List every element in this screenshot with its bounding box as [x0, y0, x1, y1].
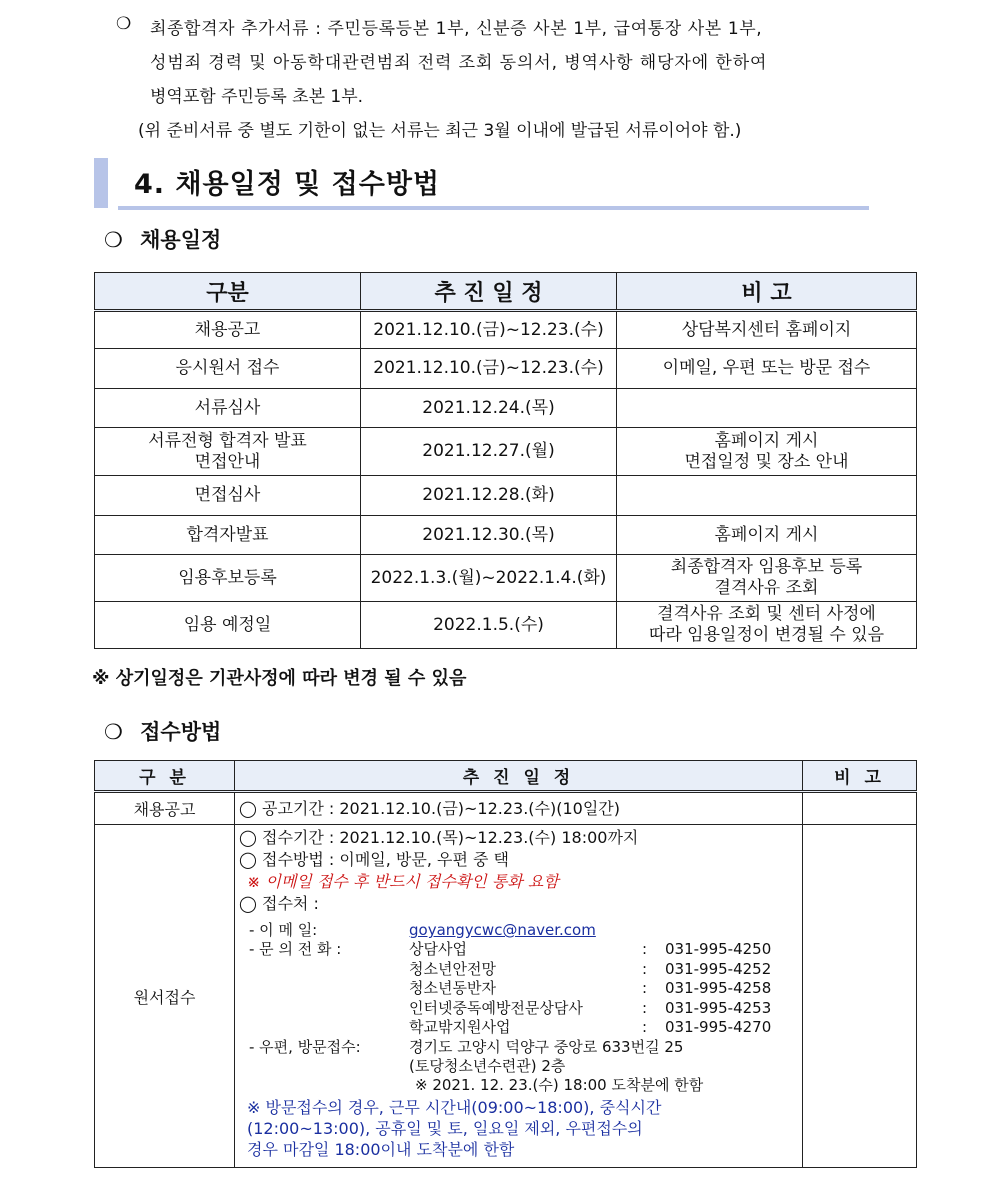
address-line-1: 경기도 고양시 덕양구 중앙로 633번길 25 [409, 1038, 684, 1056]
phone-name: 인터넷중독예방전문상담사 [409, 998, 583, 1017]
phone-colon: : [642, 959, 648, 978]
cell-remarks [617, 602, 917, 649]
cell-category-line: 임용 예정일 [183, 614, 272, 635]
intro-line-3: 병역포함 주민등록 초본 1부. [150, 87, 364, 107]
cell-category-line: 면접심사 [194, 485, 261, 505]
row-content [235, 825, 803, 1168]
cell-category-line: 면접안내 [194, 451, 261, 472]
header-category: 구분 [95, 273, 361, 311]
cell-category [95, 476, 361, 516]
address-line-2: (토당청소년수련관) 2층 [409, 1057, 566, 1075]
phone-number: 031-995-4270 [665, 1018, 772, 1036]
row-remarks [803, 792, 917, 825]
cell-date-line: 2021.12.28.(화) [422, 485, 555, 505]
cell-date [361, 389, 617, 428]
cell-date-line: 2022.1.3.(월)~2022.1.4.(화) [370, 567, 607, 588]
cell-date-line: 2022.1.5.(수) [433, 614, 544, 635]
row-content [235, 792, 803, 825]
header-schedule: 추 진 일 정 [235, 761, 803, 792]
cell-date-line: 2021.12.10.(금)~12.23.(수) [373, 358, 604, 378]
apply-period: ◯ 접수기간 : 2021.12.10.(목)~12.23.(수) 18:00까지 [239, 828, 639, 847]
phone-number: 031-995-4250 [665, 940, 772, 958]
method-heading [104, 716, 221, 746]
table-row [95, 428, 917, 476]
email-warning: ※ 이메일 접수 후 반드시 접수확인 통화 요함 [247, 872, 559, 891]
phone-colon: : [642, 1018, 648, 1036]
table-row [95, 389, 917, 428]
row-label: 원서접수 [95, 825, 235, 1168]
cell-category [95, 389, 361, 428]
phone-number: 031-995-4253 [665, 998, 772, 1017]
cell-remarks-line: 홈페이지 게시 [714, 524, 819, 545]
table-row [95, 516, 917, 555]
schedule-heading-label: 채용일정 [140, 228, 222, 252]
cell-date [361, 349, 617, 389]
phone-name: 청소년동반자 [409, 979, 496, 997]
row-remarks [803, 825, 917, 1168]
cell-remarks [617, 555, 917, 602]
phone-colon: : [642, 979, 648, 997]
phone-number: 031-995-4258 [665, 979, 772, 997]
cell-remarks-line: 이메일, 우편 또는 방문 접수 [662, 358, 871, 378]
intro-line-1: 최종합격자 추가서류 : 주민등록등본 1부, 신분증 사본 1부, 급여통장 사본 1부, [150, 19, 763, 39]
method-table [94, 760, 917, 1168]
cell-date-line: 2021.12.10.(금)~12.23.(수) [373, 319, 604, 340]
cell-date-line: 2021.12.24.(목) [422, 397, 555, 418]
visit-note-1: ※ 방문접수의 경우, 근무 시간내(09:00~18:00), 중식시간 [247, 1098, 662, 1117]
cell-remarks-line: 상담복지센터 홈페이지 [681, 319, 852, 340]
phone-label: - 문 의 전 화 : [249, 940, 342, 958]
section-underline [118, 206, 869, 210]
cell-date [361, 428, 617, 476]
cell-date-line: 2021.12.30.(목) [422, 524, 555, 545]
phone-name: 청소년안전망 [409, 959, 496, 978]
table-row [95, 311, 917, 349]
cell-remarks [617, 516, 917, 555]
table-row [95, 349, 917, 389]
cell-category-line: 합격자발표 [186, 524, 269, 545]
cell-remarks [617, 389, 917, 428]
method-heading-label: 접수방법 [140, 720, 222, 744]
row-label: 채용공고 [95, 792, 235, 825]
schedule-table [94, 272, 917, 649]
circle-bullet-icon: ❍ [116, 14, 132, 34]
visit-note-3: 경우 마감일 18:00이내 도착분에 한함 [247, 1140, 515, 1159]
deadline-note: ※ 2021. 12. 23.(수) 18:00 도착분에 한함 [415, 1076, 704, 1094]
cell-category [95, 516, 361, 555]
email-label: - 이 메 일: [249, 921, 318, 939]
cell-date [361, 476, 617, 516]
apply-way: ◯ 접수방법 : 이메일, 방문, 우편 중 택 [239, 850, 509, 869]
cell-category-line: 임용후보등록 [178, 567, 277, 588]
header-remarks: 비 고 [617, 273, 917, 311]
cell-category [95, 349, 361, 389]
cell-category-line: 서류심사 [194, 397, 261, 418]
table-row [95, 602, 917, 649]
phone-name: 학교밖지원사업 [409, 1018, 511, 1036]
header-schedule: 추 진 일 정 [361, 273, 617, 311]
header-remarks: 비 고 [803, 761, 917, 792]
cell-date [361, 602, 617, 649]
contact-block [239, 917, 802, 1159]
cell-remarks [617, 349, 917, 389]
cell-category-line: 서류전형 합격자 발표 [148, 430, 307, 451]
table-row [95, 555, 917, 602]
cell-remarks [617, 311, 917, 349]
cell-remarks [617, 428, 917, 476]
cell-remarks-line: 따라 임용일정이 변경될 수 있음 [648, 625, 885, 645]
cell-category [95, 602, 361, 649]
schedule-heading [104, 224, 221, 254]
header-category: 구 분 [95, 761, 235, 792]
cell-category [95, 428, 361, 476]
table-row [95, 476, 917, 516]
visit-note-2: (12:00~13:00), 공휴일 및 토, 일요일 제외, 우편접수의 [247, 1119, 643, 1138]
circle-bullet-icon: ❍ [104, 228, 123, 252]
cell-remarks-line: 결격사유 조회 [714, 578, 819, 598]
cell-category [95, 555, 361, 602]
cell-remarks-line: 면접일정 및 장소 안내 [684, 451, 849, 472]
section-title: 4. 채용일정 및 접수방법 [134, 169, 440, 200]
circle-bullet-icon: ❍ [104, 720, 123, 744]
apply-destination: ◯ 접수처 : [239, 894, 319, 913]
intro-line-4: (위 준비서류 중 별도 기한이 없는 서류는 최근 3월 이내에 발급된 서류이어야 함.) [138, 121, 742, 141]
announce-period: ◯ 공고기간 : 2021.12.10.(금)~12.23.(수)(10일간) [239, 798, 621, 818]
intro-line-2: 성범죄 경력 및 아동학대관련범죄 전력 조회 동의서, 병역사항 해당자에 한하여 [150, 53, 768, 73]
cell-date-line: 2021.12.27.(월) [422, 441, 555, 461]
phone-name: 상담사업 [409, 940, 467, 958]
cell-date [361, 516, 617, 555]
email-link[interactable]: goyangycwc@naver.com [409, 921, 596, 939]
table-row [95, 792, 917, 825]
cell-category-line: 응시원서 접수 [175, 358, 280, 378]
table-header-row [95, 761, 917, 792]
cell-remarks-line: 최종합격자 임용후보 등록 [670, 557, 863, 577]
cell-remarks-line: 결격사유 조회 및 센터 사정에 [657, 604, 876, 624]
phone-colon: : [642, 998, 648, 1017]
cell-date [361, 311, 617, 349]
schedule-notice: ※ 상기일정은 기관사정에 따라 변경 될 수 있음 [92, 668, 467, 689]
post-label: - 우편, 방문접수: [249, 1038, 361, 1056]
phone-number: 031-995-4252 [665, 959, 772, 978]
table-header-row [95, 273, 917, 311]
table-row [95, 825, 917, 1168]
cell-category-line: 채용공고 [194, 319, 261, 340]
phone-colon: : [642, 940, 648, 958]
cell-remarks [617, 476, 917, 516]
cell-category [95, 311, 361, 349]
cell-date [361, 555, 617, 602]
section-accent-bar [94, 158, 108, 208]
cell-remarks-line: 홈페이지 게시 [714, 430, 819, 451]
